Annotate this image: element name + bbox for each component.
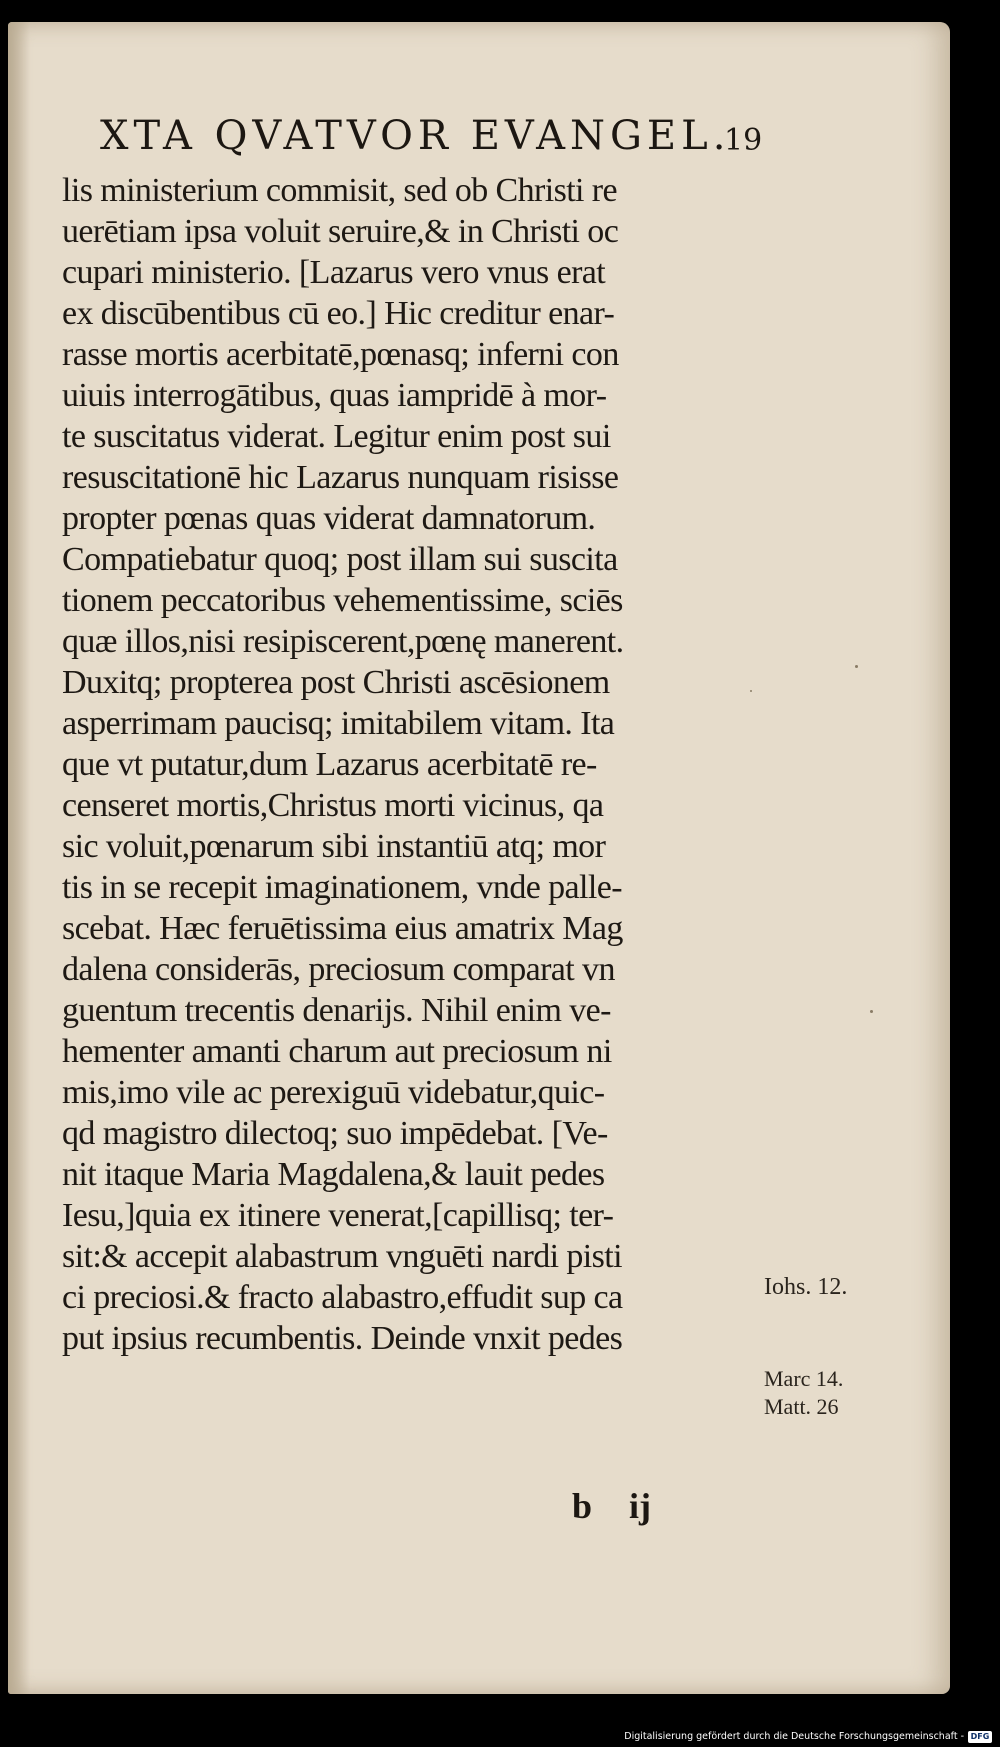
text-line: censeret mortis,Christus morti vicinus, qa — [62, 787, 604, 824]
text-line: quæ illos,nisi resipiscerent,pœnę manerent. — [62, 623, 624, 660]
page-gutter-shadow — [8, 22, 30, 1694]
text-line: resuscitationē hic Lazarus nunquam risisse — [62, 459, 619, 496]
text-line: lis ministerium commisit, sed ob Christi re — [62, 172, 618, 209]
margin-note: Iohs. 12. — [764, 1274, 848, 1300]
text-line: qd magistro dilectoq; suo impēdebat. [Ve- — [62, 1115, 608, 1152]
text-line: ci preciosi.& fracto alabastro,effudit sup ca — [62, 1279, 623, 1316]
text-line: put ipsius recumbentis. Deinde vnxit pedes — [62, 1320, 623, 1357]
margin-note: Marc 14. — [764, 1366, 844, 1391]
text-line: tionem peccatoribus vehementissime, sciēs — [62, 582, 623, 619]
margin-note: Matt. 26 — [764, 1394, 839, 1419]
page-number: 19 — [724, 123, 763, 158]
text-line: tis in se recepit imaginationem, vnde palle- — [62, 869, 622, 906]
signature-mark: b ij — [572, 1486, 652, 1526]
text-line: rasse mortis acerbitatē,pœnasq; inferni con — [62, 336, 619, 373]
text-line: cupari ministerio. [Lazarus vero vnus erat — [62, 254, 606, 291]
paper-speck — [750, 690, 752, 692]
text-line: mis,imo vile ac perexiguū videbatur,quic- — [62, 1074, 605, 1111]
dfg-logo: DFG — [968, 1731, 992, 1743]
text-line: te suscitatus viderat. Legitur enim post sui — [62, 418, 611, 455]
paper-speck — [855, 665, 858, 668]
running-head: XTA QVATVOR EVANGEL. — [100, 113, 731, 159]
text-line: ex discūbentibus cū eo.] Hic creditur enar- — [62, 295, 615, 332]
text-line: propter pœnas quas viderat damnatorum. — [62, 500, 596, 537]
text-line: dalena considerās, preciosum comparat vn — [62, 951, 615, 988]
text-line: Duxitq; propterea post Christi ascēsionem — [62, 664, 610, 701]
text-line: Iesu,]quia ex itinere venerat,[capillisq; ter- — [62, 1197, 614, 1234]
text-line: nit itaque Maria Magdalena,& lauit pedes — [62, 1156, 605, 1193]
text-line: hementer amanti charum aut preciosum ni — [62, 1033, 612, 1070]
text-line: sic voluit,pœnarum sibi instantiū atq; mor — [62, 828, 606, 865]
text-line: asperrimam paucisq; imitabilem vitam. Ita — [62, 705, 615, 742]
text-line: uerētiam ipsa voluit seruire,& in Christi oc — [62, 213, 619, 250]
text-line: Compatiebatur quoq; post illam sui suscita — [62, 541, 618, 578]
paper-speck — [870, 1010, 873, 1013]
text-line: sit:& accepit alabastrum vnguēti nardi pisti — [62, 1238, 622, 1275]
text-line: scebat. Hæc feruētissima eius amatrix Mag — [62, 910, 623, 947]
text-line: guentum trecentis denarijs. Nihil enim ve- — [62, 992, 611, 1029]
text-line: que vt putatur,dum Lazarus acerbitatē re- — [62, 746, 597, 783]
text-line: uiuis interrogātibus, quas iampridē à mor- — [62, 377, 607, 414]
digitization-credit: Digitalisierung gefördert durch die Deutsche Forschungsgemeinschaft - — [624, 1731, 964, 1742]
